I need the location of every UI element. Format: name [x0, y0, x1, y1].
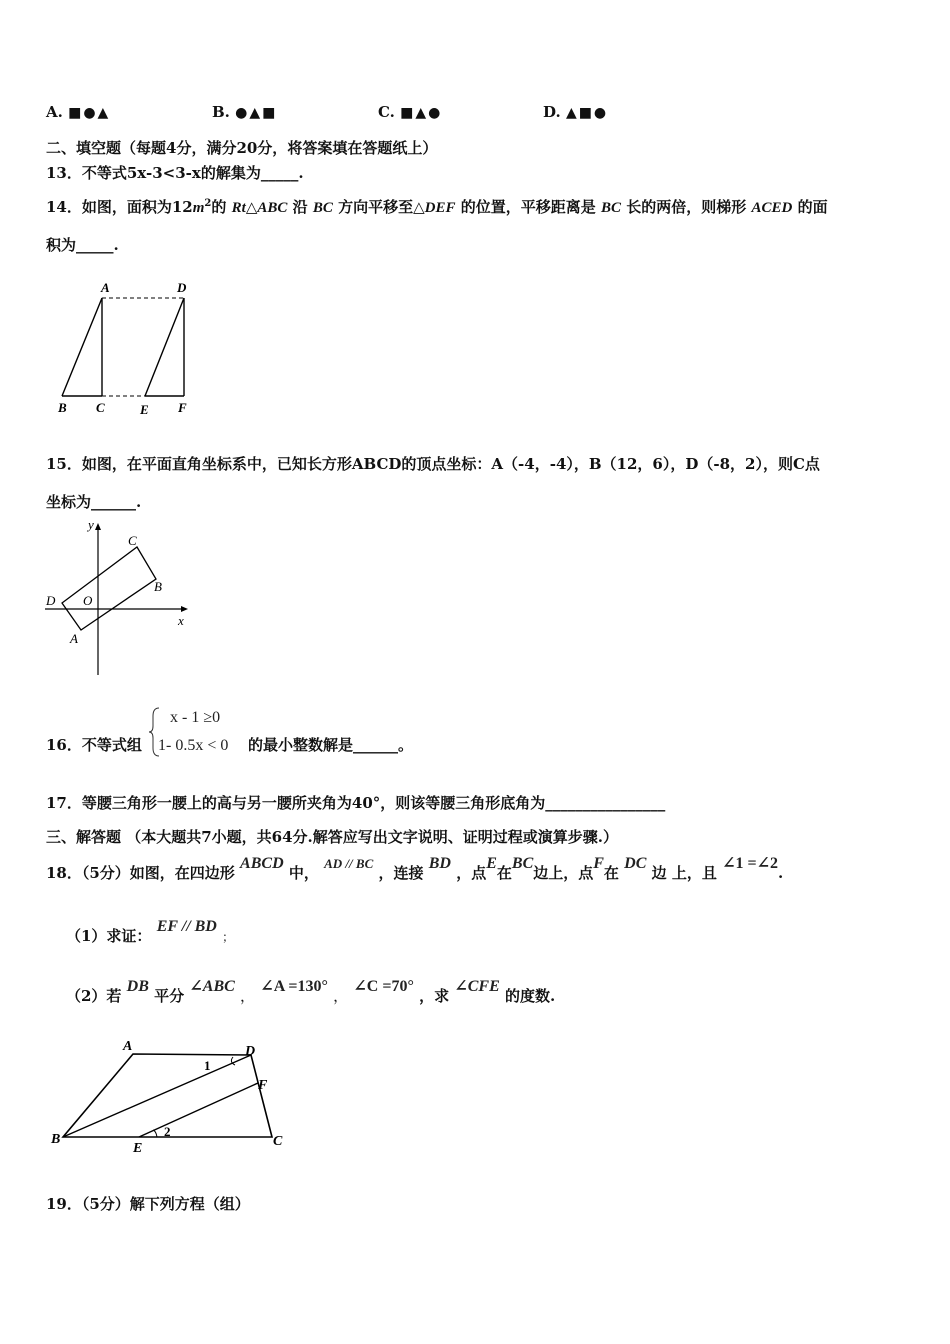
fig14-label-f: F [178, 400, 187, 415]
option-b [212, 103, 277, 121]
q18-text: 在 [496, 864, 512, 882]
fig18-label-angle1: 1 [204, 1058, 211, 1073]
section3-header: 三、解答题 （本大题共7小题，共64分.解答应写出文字说明、证明过程或演算步骤.） [46, 828, 618, 846]
q14-text: 长的两倍，则梯形 [626, 198, 747, 216]
q18-text: 边 上，且 [651, 864, 717, 882]
q16-inequality-1: x - 1 ≥0 [170, 709, 221, 726]
fig18-label-f: F [258, 1078, 268, 1093]
question-14-line1 [46, 196, 828, 217]
fig15-label-d: D [46, 593, 56, 608]
fig14-line-ab [62, 298, 102, 396]
question-18 [46, 855, 784, 883]
fig15-rectangle [62, 547, 156, 630]
figure-18 [45, 1035, 295, 1160]
fig18-label-e: E [133, 1141, 143, 1156]
q14-text: 14．如图，面积为12 [46, 198, 193, 216]
q18-math: BC [511, 855, 534, 872]
section2-header: 二、填空题（每题4分，满分20分，将答案填在答题纸上） [46, 139, 438, 157]
q18-math: F [593, 855, 604, 872]
q18-math: E [486, 855, 497, 872]
option-a-shapes: ■●▲ [68, 105, 111, 121]
fig14-label-e: E [140, 402, 149, 417]
q18-math: AD // BC [324, 856, 374, 871]
q18-1-math: EF // BD [156, 918, 217, 935]
question-19: 19．（5分）解下列方程（组） [46, 1195, 250, 1213]
fig15-label-a: A [70, 631, 78, 646]
fig18-line-bd [63, 1055, 251, 1137]
fig18-label-a: A [123, 1039, 133, 1054]
fig18-line-ef [139, 1083, 258, 1137]
fig15-label-x: x [178, 613, 184, 628]
q14-unit: m [192, 200, 205, 216]
fig14-label-c: C [96, 400, 105, 415]
option-b-label: B. [212, 103, 230, 121]
fig14-label-d: D [177, 280, 187, 295]
q18-1-text: （1）求证： [66, 927, 152, 945]
q14-text: 方向平移至△ [338, 198, 425, 216]
option-c-label: C. [378, 103, 395, 121]
fig18-label-c: C [273, 1134, 283, 1149]
q18-1-text: ； [222, 930, 235, 944]
q18-text: 18．（5分）如图，在四边形 [46, 864, 235, 882]
q18-text: ，点 [456, 864, 487, 882]
q14-math: DEF [424, 200, 456, 216]
q14-text: 的面 [797, 198, 828, 216]
q18-2-text: ， [333, 987, 349, 1005]
question-15-line1: 15．如图，在平面直角坐标系中，已知长方形ABCD的顶点坐标：A（-4，-4），B（12，6），D（-8，2），则C点 [46, 455, 820, 473]
question-16-suffix: 的最小整数解是______。 [248, 736, 414, 754]
q18-math: ABCD [240, 855, 284, 872]
q18-math: BD [428, 855, 451, 872]
question-18-part1 [66, 918, 235, 946]
q14-math: ACED [751, 200, 793, 216]
fig14-label-a: A [101, 280, 110, 295]
question-18-part2 [66, 978, 556, 1006]
figure-15 [40, 515, 200, 680]
q14-exp: 2 [204, 198, 212, 209]
q18-math: DC [624, 855, 647, 872]
q18-2-text: 平分 [154, 987, 185, 1005]
question-16-prefix: 16．不等式组 [46, 736, 142, 754]
option-b-shapes: ●▲■ [235, 105, 278, 121]
q18-2-text: 的度数. [505, 987, 556, 1005]
figure-14 [50, 278, 200, 423]
q14-text: 的位置，平移距离是 [460, 198, 596, 216]
option-d [543, 103, 608, 121]
q18-2-math: DB [126, 978, 149, 995]
q18-2-math: ∠ABC [189, 978, 235, 995]
q18-text: 边上，点 [533, 864, 594, 882]
fig15-label-o: O [83, 593, 93, 608]
q18-2-text: ，求 [419, 987, 450, 1005]
q14-text: 沿 [292, 198, 308, 216]
q14-math: BC [312, 200, 333, 216]
option-a-label: A. [46, 103, 63, 121]
fig18-label-d: D [245, 1044, 256, 1059]
question-14-line2: 积为_____. [46, 236, 119, 254]
question-13: 13．不等式5x-3<3-x的解集为_____. [46, 164, 304, 182]
fig15-label-c: C [128, 533, 137, 548]
fig15-label-y: y [88, 517, 94, 532]
q18-text: 在 [603, 864, 619, 882]
q18-text: 中， [288, 864, 319, 882]
fig18-label-b: B [51, 1132, 61, 1147]
fig15-label-b: B [154, 579, 162, 594]
fig14-label-b: B [58, 400, 67, 415]
option-c [378, 103, 442, 121]
fig14-line-de [145, 298, 184, 396]
q18-2-math: ∠A =130° [260, 978, 328, 995]
option-c-shapes: ■▲● [400, 105, 443, 121]
q14-math: Rt△ABC [231, 200, 288, 216]
q18-text: . [778, 864, 784, 882]
q14-text: 的 [211, 198, 227, 216]
option-a [46, 103, 110, 121]
q18-2-text: ， [240, 987, 256, 1005]
question-17: 17．等腰三角形一腰上的高与另一腰所夹角为40°，则该等腰三角形底角为________________ [46, 794, 666, 812]
question-15-line2: 坐标为______. [46, 493, 142, 511]
q18-math: ∠1 =∠2 [722, 855, 779, 872]
q18-2-text: （2）若 [66, 987, 122, 1005]
q16-inequality-2: 1- 0.5x < 0 [158, 737, 229, 754]
q18-2-math: ∠C =70° [353, 978, 414, 995]
fig15-y-arrow [95, 523, 101, 530]
fig15-x-arrow [181, 606, 188, 612]
q18-text: ，连接 [378, 864, 424, 882]
q18-2-math: ∠CFE [454, 978, 500, 995]
q14-math: BC [600, 200, 621, 216]
fig18-label-angle2: 2 [164, 1124, 171, 1139]
option-d-shapes: ▲■● [565, 105, 609, 121]
option-d-label: D. [543, 103, 561, 121]
